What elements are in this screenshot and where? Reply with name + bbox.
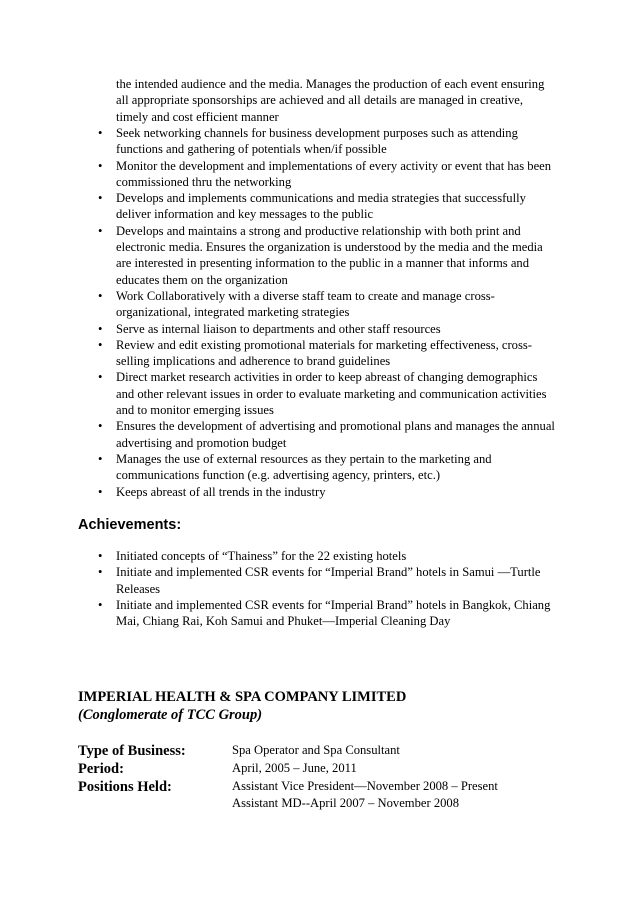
list-item: • Monitor the development and implementations of every activity or event that has been commissioned thru the networking xyxy=(98,158,558,191)
position-item: Assistant Vice President—November 2008 – Present xyxy=(232,779,498,793)
list-item: • Develops and maintains a strong and productive relationship with both print and electronic media. Ensures the organization is understood by the media and the media are interested in presenting information to the public in a manner that informs and educates them on the organization xyxy=(98,223,558,288)
continued-paragraph: the intended audience and the media. Manages the production of each event ensuring all appropriate sponsorships are achieved and all details are managed in creative, timely and cost efficient manner xyxy=(116,77,545,124)
positions-label: Positions Held: xyxy=(78,779,172,795)
achievements-list xyxy=(98,548,558,629)
list-item: • Initiated concepts of “Thainess” for the 22 existing hotels xyxy=(98,548,558,564)
list-item: • Work Collaboratively with a diverse staff team to create and manage cross-organizational, integrated marketing strategies xyxy=(98,288,558,321)
positions-list xyxy=(232,778,498,812)
list-item: • Direct market research activities in order to keep abreast of changing demographics and other relevant issues in order to evaluate marketing and communication activities and to monitor emerging issues xyxy=(98,369,558,418)
list-item: • Develops and implements communications and media strategies that successfully deliver information and key messages to the public xyxy=(98,190,558,223)
list-item: • Ensures the development of advertising and promotional plans and manages the annual advertising and promotion budget xyxy=(98,418,558,451)
company-subtitle: (Conglomerate of TCC Group) xyxy=(78,707,263,723)
business-type-value: Spa Operator and Spa Consultant xyxy=(232,743,400,757)
list-item: • Serve as internal liaison to departments and other staff resources xyxy=(98,321,558,337)
period-label: Period: xyxy=(78,761,124,777)
company-name: IMPERIAL HEALTH & SPA COMPANY LIMITED xyxy=(78,689,407,705)
list-item: • Review and edit existing promotional materials for marketing effectiveness, cross-selling implications and adherence to brand guidelines xyxy=(98,337,558,370)
list-item: • Manages the use of external resources as they pertain to the marketing and communications function (e.g. advertising agency, printers, etc.) xyxy=(98,451,558,484)
period-value: April, 2005 – June, 2011 xyxy=(232,761,357,775)
achievements-heading: Achievements: xyxy=(78,517,182,533)
position-item: Assistant MD--April 2007 – November 2008 xyxy=(232,796,460,810)
business-type-label: Type of Business: xyxy=(78,743,186,759)
positions-row xyxy=(78,778,498,812)
list-item: • Seek networking channels for business development purposes such as attending functions and gathering of potentials when/if possible xyxy=(98,125,558,158)
list-item: • Initiate and implemented CSR events for “Imperial Brand” hotels in Bangkok, Chiang Mai, Chiang Rai, Koh Samui and Phuket—Imperial Cleaning Day xyxy=(98,597,558,630)
period-row xyxy=(78,760,357,778)
list-item: • Initiate and implemented CSR events for “Imperial Brand” hotels in Samui —Turtle Releases xyxy=(98,564,558,597)
list-item: • Keeps abreast of all trends in the industry xyxy=(98,484,558,500)
responsibilities-list xyxy=(98,125,558,500)
business-type-row xyxy=(78,742,400,760)
